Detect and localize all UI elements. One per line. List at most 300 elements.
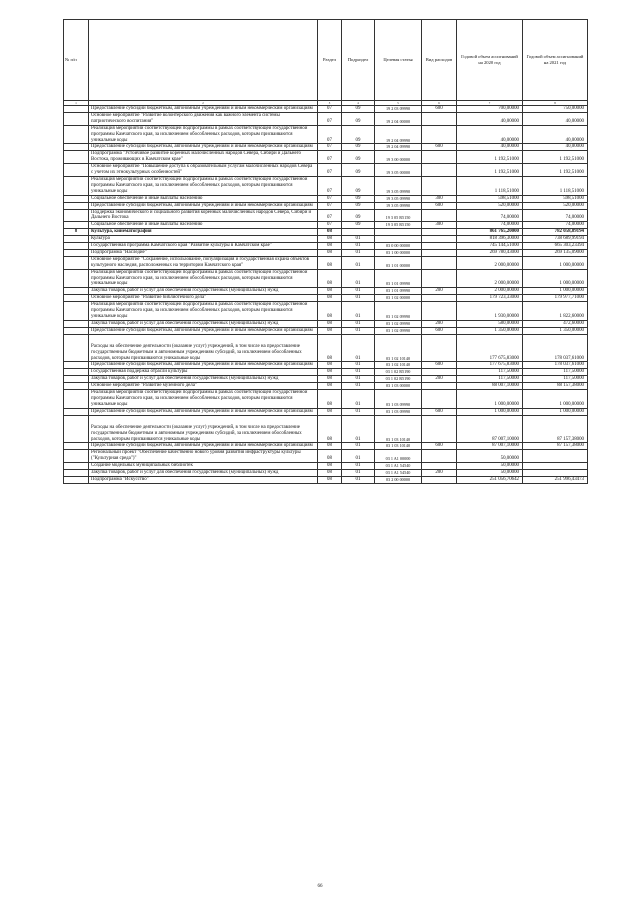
row-name: Подпрограмма "Устойчивое развитие коренных малочисленных народов Севера, Сибири и Дальнего Востока, проживающих в Камчатском крае" [89, 151, 318, 164]
row-number [64, 144, 89, 151]
row-amount-2021: 117,50000 [523, 376, 588, 383]
row-amount-2020: 580,00000 [457, 320, 523, 327]
row-number [64, 327, 89, 334]
row-amount-2020: 117,50000 [457, 369, 523, 376]
row-target-article: 19 3 05 R5150 [375, 209, 422, 222]
row-number [64, 383, 89, 390]
row-amount-2021: 665 303,23394 [523, 243, 588, 250]
row-number [64, 470, 89, 477]
row-name: Реализация мероприятий соответствующей подпрограммы в рамках соответствующей государственной программы Камчатского края, за исключением обособленных расходов, которым присваиваются уникальные коды [89, 302, 318, 321]
table-row [64, 408, 588, 415]
row-number [64, 176, 89, 195]
row-target-article: 03 1 01 09990 [375, 288, 422, 295]
row-target-article: 03 1 02 R5190 [375, 369, 422, 376]
table-row [64, 164, 588, 177]
row-razdel: 08 [318, 362, 342, 369]
row-amount-2021: 472,60000 [523, 320, 588, 327]
row-razdel: 08 [318, 295, 342, 302]
table-row [64, 151, 588, 164]
row-name: Социальное обеспечение и иные выплаты населению [89, 195, 318, 202]
row-amount-2021 [523, 470, 588, 477]
row-expense-type [422, 125, 457, 144]
row-amount-2021: 1 000,00000 [523, 408, 588, 415]
row-number [64, 288, 89, 295]
row-expense-type [422, 383, 457, 390]
row-number [64, 195, 89, 202]
row-amount-2021: 1 000,00000 [523, 256, 588, 269]
row-amount-2020: 117,50000 [457, 376, 523, 383]
row-amount-2020: 1 000,00000 [457, 390, 523, 409]
row-razdel: 08 [318, 320, 342, 327]
row-name: Предоставление субсидий бюджетным, автономным учреждениям и иным некоммерческим организациям [89, 144, 318, 151]
row-name: Создание модельных муниципальных библиотек [89, 463, 318, 470]
row-amount-2020: 861 765,20000 [457, 229, 523, 236]
row-amount-2020: 50,00000 [457, 470, 523, 477]
row-number [64, 476, 89, 483]
row-amount-2020: 50,00000 [457, 463, 523, 470]
row-expense-type: 600 [422, 144, 457, 151]
row-amount-2020: 700,00000 [457, 106, 523, 113]
row-podrazdel: 01 [342, 450, 375, 463]
row-amount-2021: 1 000,00000 [523, 390, 588, 409]
table-row [64, 463, 588, 470]
table-row [64, 125, 588, 144]
row-target-article [375, 236, 422, 243]
row-amount-2021: 520,00000 [523, 202, 588, 209]
row-target-article: 03 1 02 09990 [375, 327, 422, 334]
row-number [64, 164, 89, 177]
column-index: 7 [457, 101, 523, 106]
row-amount-2021 [523, 450, 588, 463]
row-amount-2021: 74,00000 [523, 222, 588, 229]
row-name: Закупка товаров, работ и услуг для обеспечения государственных (муниципальных) нужд [89, 470, 318, 477]
row-number [64, 236, 89, 243]
row-amount-2021: 74,00000 [523, 209, 588, 222]
row-amount-2020: 2 000,00000 [457, 288, 523, 295]
row-amount-2020: 40,00000 [457, 112, 523, 125]
row-name: Реализация мероприятий соответствующей подпрограммы в рамках соответствующей государственной программы Камчатского края, за исключением обособленных расходов, которым присваиваются уникальные коды [89, 390, 318, 409]
row-amount-2020: 745 144,51000 [457, 243, 523, 250]
row-podrazdel: 09 [342, 125, 375, 144]
row-amount-2021: 87 157,38000 [523, 415, 588, 443]
table-row [64, 236, 588, 243]
table-row [64, 144, 588, 151]
row-expense-type: 600 [422, 443, 457, 450]
row-number [64, 334, 89, 362]
row-number [64, 408, 89, 415]
row-name: Основное мероприятие "Сохранение, использование, популяризация и государственная охрана объектов культурного наследия, расположенных на территории Камчатского края" [89, 256, 318, 269]
row-target-article: 03 1 A1 54540 [375, 470, 422, 477]
header-amount-2021: Годовой объем ассигнований на 2021 год [523, 20, 588, 101]
row-amount-2020: 74,00000 [457, 222, 523, 229]
row-razdel: 08 [318, 369, 342, 376]
table-row [64, 320, 588, 327]
row-target-article: 19 3 05 00000 [375, 164, 422, 177]
row-razdel: 07 [318, 112, 342, 125]
table-row [64, 195, 588, 202]
row-amount-2020: 179 723,33000 [457, 295, 523, 302]
row-expense-type [422, 450, 457, 463]
header-amount-2020: Годовой объем ассигнований на 2020 год [457, 20, 523, 101]
row-amount-2021: 40,00000 [523, 112, 588, 125]
row-expense-type [422, 256, 457, 269]
row-target-article: 03 1 00 00000 [375, 249, 422, 256]
row-number [64, 202, 89, 209]
row-target-article: 03 1 02 09990 [375, 302, 422, 321]
row-target-article: 03 1 03 00000 [375, 383, 422, 390]
header-razdel: Раздел [318, 20, 342, 101]
table-row [64, 202, 588, 209]
row-expense-type [422, 209, 457, 222]
row-name: Реализация мероприятий соответствующей подпрограммы в рамках соответствующей государственной программы Камчатского края, за исключением обособленных расходов, которым присваиваются уникальные коды [89, 125, 318, 144]
row-amount-2020: 40,00000 [457, 125, 523, 144]
table-row [64, 229, 588, 236]
header-name [89, 20, 318, 101]
row-podrazdel: 01 [342, 476, 375, 483]
table-row [64, 383, 588, 390]
row-name: Государственная поддержка отрасли культуры [89, 369, 318, 376]
row-target-article [375, 229, 422, 236]
row-target-article: 19 2 04 09990 [375, 144, 422, 151]
row-podrazdel: 01 [342, 236, 375, 243]
row-podrazdel: 01 [342, 320, 375, 327]
row-target-article: 03 1 03 10140 [375, 415, 422, 443]
row-expense-type: 200 [422, 320, 457, 327]
row-expense-type [422, 236, 457, 243]
row-number [64, 256, 89, 269]
row-number: 8 [64, 229, 89, 236]
row-razdel: 07 [318, 202, 342, 209]
row-target-article: 03 1 A1 54540 [375, 463, 422, 470]
row-razdel: 08 [318, 256, 342, 269]
row-target-article: 19 3 05 R5150 [375, 222, 422, 229]
row-expense-type [422, 302, 457, 321]
row-expense-type [422, 295, 457, 302]
row-number [64, 106, 89, 113]
row-target-article: 03 1 02 R5190 [375, 376, 422, 383]
row-target-article: 03 0 00 00000 [375, 243, 422, 250]
row-name: Основное мероприятие "Развитие музейного дела" [89, 383, 318, 390]
row-amount-2020: 74,00000 [457, 209, 523, 222]
row-name: Реализация мероприятий соответствующей подпрограммы в рамках соответствующей государственной программы Камчатского края, за исключением обособленных расходов, которым присваиваются уникальные коды [89, 269, 318, 288]
row-expense-type: 300 [422, 195, 457, 202]
row-expense-type: 600 [422, 202, 457, 209]
row-target-article: 03 1 02 00000 [375, 295, 422, 302]
column-index: 2 [89, 101, 318, 106]
row-target-article: 19 2 04 09990 [375, 125, 422, 144]
row-podrazdel [342, 229, 375, 236]
row-amount-2021: 251 996,43473 [523, 476, 588, 483]
row-expense-type [422, 249, 457, 256]
row-podrazdel: 01 [342, 295, 375, 302]
row-amount-2020: 177 675,83000 [457, 362, 523, 369]
column-index: 6 [422, 101, 457, 106]
row-razdel: 08 [318, 450, 342, 463]
row-expense-type: 600 [422, 106, 457, 113]
row-number [64, 125, 89, 144]
row-number [64, 320, 89, 327]
row-target-article: 03 2 00 00000 [375, 476, 422, 483]
row-target-article: 03 1 02 10140 [375, 334, 422, 362]
row-name: Предоставление субсидий бюджетным, автономным учреждениям и иным некоммерческим организациям [89, 443, 318, 450]
row-amount-2020: 87 007,10000 [457, 443, 523, 450]
row-amount-2021: 750,00000 [523, 106, 588, 113]
table-row [64, 470, 588, 477]
row-amount-2020: 2 000,00000 [457, 256, 523, 269]
row-razdel: 08 [318, 334, 342, 362]
row-amount-2020: 1 930,00000 [457, 302, 523, 321]
row-podrazdel: 01 [342, 249, 375, 256]
table-row [64, 288, 588, 295]
row-razdel: 07 [318, 222, 342, 229]
table-row [64, 176, 588, 195]
row-podrazdel: 09 [342, 209, 375, 222]
row-amount-2020: 88 007,10000 [457, 383, 523, 390]
row-expense-type: 200 [422, 470, 457, 477]
row-podrazdel: 09 [342, 112, 375, 125]
table-header-row [64, 20, 588, 101]
row-number [64, 390, 89, 409]
row-number [64, 249, 89, 256]
row-razdel: 08 [318, 463, 342, 470]
row-razdel: 07 [318, 106, 342, 113]
row-number [64, 209, 89, 222]
table-row [64, 295, 588, 302]
row-amount-2021: 738 689,99194 [523, 236, 588, 243]
row-expense-type [422, 415, 457, 443]
row-razdel: 07 [318, 195, 342, 202]
table-row [64, 390, 588, 409]
table-row [64, 362, 588, 369]
row-razdel: 08 [318, 229, 342, 236]
row-name: Предоставление субсидий бюджетным, автономным учреждениям и иным некоммерческим организациям [89, 408, 318, 415]
column-index: 5 [375, 101, 422, 106]
row-amount-2021: 1 000,00000 [523, 288, 588, 295]
row-razdel: 07 [318, 151, 342, 164]
table-row [64, 249, 588, 256]
row-name: Социальное обеспечение и иные выплаты населению [89, 222, 318, 229]
row-number [64, 415, 89, 443]
row-expense-type [422, 390, 457, 409]
row-podrazdel: 09 [342, 164, 375, 177]
row-razdel: 07 [318, 144, 342, 151]
row-name: Основное мероприятие "Развитие волонтерского движения как важного элемента системы патриотического воспитания" [89, 112, 318, 125]
row-number [64, 369, 89, 376]
row-name: Расходы на обеспечение деятельности (оказание услуг) учреждений, в том числе на предоставление государственным бюджетным и автономным учреждениям субсидий, за исключением обособленных расходов, которым присваиваются уникальные коды [89, 334, 318, 362]
table-row [64, 209, 588, 222]
row-expense-type [422, 243, 457, 250]
table-row [64, 243, 588, 250]
table-row [64, 415, 588, 443]
row-podrazdel: 01 [342, 302, 375, 321]
row-expense-type [422, 164, 457, 177]
row-amount-2020: 2 000,00000 [457, 269, 523, 288]
row-podrazdel: 01 [342, 463, 375, 470]
row-target-article: 19 3 05 09990 [375, 176, 422, 195]
row-number [64, 112, 89, 125]
table-row [64, 222, 588, 229]
row-podrazdel: 09 [342, 222, 375, 229]
row-amount-2021: 1 350,00000 [523, 327, 588, 334]
row-name: Закупка товаров, работ и услуг для обеспечения государственных (муниципальных) нужд [89, 320, 318, 327]
row-expense-type: 600 [422, 408, 457, 415]
row-number [64, 243, 89, 250]
row-amount-2020: 269 780,43000 [457, 249, 523, 256]
row-target-article: 03 1 02 10140 [375, 362, 422, 369]
row-amount-2020: 520,00000 [457, 202, 523, 209]
row-name: Подпрограмма "Искусство" [89, 476, 318, 483]
row-name: Основное мероприятие "Повышение доступа к образовательным услугам малочисленных народов Севера с учетом их этнокультурных особенностей" [89, 164, 318, 177]
row-target-article: 03 1 02 09990 [375, 320, 422, 327]
row-number [64, 295, 89, 302]
row-amount-2020: 1 192,51000 [457, 151, 523, 164]
table-row [64, 376, 588, 383]
row-amount-2021 [523, 463, 588, 470]
row-name: Культура [89, 236, 318, 243]
row-razdel: 08 [318, 390, 342, 409]
row-target-article: 03 1 01 09990 [375, 269, 422, 288]
row-expense-type [422, 369, 457, 376]
row-name: Культура, кинематография [89, 229, 318, 236]
row-amount-2021: 87 157,38000 [523, 443, 588, 450]
table-row [64, 443, 588, 450]
table-row [64, 302, 588, 321]
table-row [64, 369, 588, 376]
row-expense-type [422, 463, 457, 470]
column-index: 1 [64, 101, 89, 106]
row-expense-type [422, 151, 457, 164]
row-razdel: 08 [318, 236, 342, 243]
row-amount-2021: 1 192,51000 [523, 164, 588, 177]
row-name: Расходы на обеспечение деятельности (оказание услуг) учреждений, в том числе на предоставление государственным бюджетным и автономным учреждениям субсидий, за исключением обособленных расходов, которым присваиваются уникальные коды [89, 415, 318, 443]
row-amount-2020: 1 000,00000 [457, 408, 523, 415]
row-number [64, 269, 89, 288]
row-target-article: 03 1 01 00000 [375, 256, 422, 269]
table-row [64, 269, 588, 288]
row-podrazdel: 01 [342, 334, 375, 362]
row-amount-2021: 178 037,61000 [523, 334, 588, 362]
page-number: 66 [317, 884, 323, 889]
row-podrazdel: 01 [342, 376, 375, 383]
row-razdel: 08 [318, 243, 342, 250]
row-podrazdel: 09 [342, 144, 375, 151]
row-name: Предоставление субсидий бюджетным, автономным учреждениям и иным некоммерческим организациям [89, 202, 318, 209]
row-name: Закупка товаров, работ и услуг для обеспечения государственных (муниципальных) нужд [89, 288, 318, 295]
row-number [64, 151, 89, 164]
table-row [64, 450, 588, 463]
header-podrazdel: Подраздел [342, 20, 375, 101]
row-expense-type [422, 334, 457, 362]
row-amount-2020: 251 056,70642 [457, 476, 523, 483]
row-amount-2021: 1 192,51000 [523, 151, 588, 164]
row-name: Закупка товаров, работ и услуг для обеспечения государственных (муниципальных) нужд [89, 376, 318, 383]
table-row [64, 112, 588, 125]
row-amount-2020: 818 396,30000 [457, 236, 523, 243]
row-name: Предоставление субсидий бюджетным, автономным учреждениям и иным некоммерческим организациям [89, 327, 318, 334]
row-amount-2021: 117,50000 [523, 369, 588, 376]
row-razdel: 08 [318, 470, 342, 477]
row-amount-2020: 598,51000 [457, 195, 523, 202]
header-number: № п/п [64, 20, 89, 101]
row-number [64, 376, 89, 383]
row-amount-2021: 88 157,38000 [523, 383, 588, 390]
table-row [64, 256, 588, 269]
column-index: 8 [523, 101, 588, 106]
row-target-article: 19 3 05 09990 [375, 202, 422, 209]
budget-table-sheet [63, 19, 587, 484]
row-podrazdel: 01 [342, 415, 375, 443]
table-row [64, 334, 588, 362]
budget-table [63, 19, 588, 484]
row-razdel: 08 [318, 415, 342, 443]
row-razdel: 07 [318, 164, 342, 177]
row-name: Реализация мероприятий соответствующей подпрограммы в рамках соответствующей государственной программы Камчатского края, за исключением обособленных расходов, которым присваиваются уникальные коды [89, 176, 318, 195]
table-body [64, 106, 588, 484]
column-index: 4 [342, 101, 375, 106]
row-podrazdel: 09 [342, 106, 375, 113]
row-number [64, 463, 89, 470]
row-amount-2021: 40,00000 [523, 144, 588, 151]
row-number [64, 443, 89, 450]
row-razdel: 08 [318, 249, 342, 256]
row-expense-type: 600 [422, 362, 457, 369]
row-razdel: 08 [318, 288, 342, 295]
row-podrazdel: 01 [342, 288, 375, 295]
row-amount-2021: 178 037,61000 [523, 362, 588, 369]
row-podrazdel: 01 [342, 408, 375, 415]
row-podrazdel: 01 [342, 443, 375, 450]
header-expense-type: Вид расходов [422, 20, 457, 101]
column-index: 3 [318, 101, 342, 106]
row-expense-type: 600 [422, 327, 457, 334]
row-target-article: 03 1 A1 00000 [375, 450, 422, 463]
row-amount-2021: 1 118,51000 [523, 176, 588, 195]
row-amount-2020: 50,00000 [457, 450, 523, 463]
row-amount-2021: 269 135,09000 [523, 249, 588, 256]
row-razdel: 07 [318, 125, 342, 144]
row-number [64, 450, 89, 463]
row-podrazdel: 01 [342, 327, 375, 334]
row-name: Основное мероприятие "Развитие библиотечного дела" [89, 295, 318, 302]
row-podrazdel: 01 [342, 470, 375, 477]
row-expense-type [422, 269, 457, 288]
row-target-article: 03 1 03 10140 [375, 443, 422, 450]
row-amount-2020: 87 007,10000 [457, 415, 523, 443]
row-number [64, 302, 89, 321]
table-row [64, 476, 588, 483]
table-row [64, 327, 588, 334]
row-podrazdel: 01 [342, 256, 375, 269]
row-expense-type [422, 229, 457, 236]
row-amount-2020: 40,00000 [457, 144, 523, 151]
row-amount-2020: 177 675,83000 [457, 334, 523, 362]
row-name: Поддержка экономического и социального развития коренных малочисленных народов Севера, Сибири и Дальнего Востока [89, 209, 318, 222]
row-amount-2021: 598,51000 [523, 195, 588, 202]
row-name: Предоставление субсидий бюджетным, автономным учреждениям и иным некоммерческим организациям [89, 362, 318, 369]
row-podrazdel: 01 [342, 269, 375, 288]
row-target-article: 19 2 03 09990 [375, 106, 422, 113]
row-amount-2020: 1 350,00000 [457, 327, 523, 334]
row-razdel: 08 [318, 476, 342, 483]
row-amount-2020: 1 118,51000 [457, 176, 523, 195]
row-expense-type: 300 [422, 222, 457, 229]
table-row [64, 106, 588, 113]
row-podrazdel: 09 [342, 151, 375, 164]
row-podrazdel: 09 [342, 176, 375, 195]
row-podrazdel: 01 [342, 362, 375, 369]
row-expense-type: 200 [422, 288, 457, 295]
row-name: Региональный проект "Обеспечение качественно нового уровня развития инфраструктуры культуры ("Культурная среда")" [89, 450, 318, 463]
